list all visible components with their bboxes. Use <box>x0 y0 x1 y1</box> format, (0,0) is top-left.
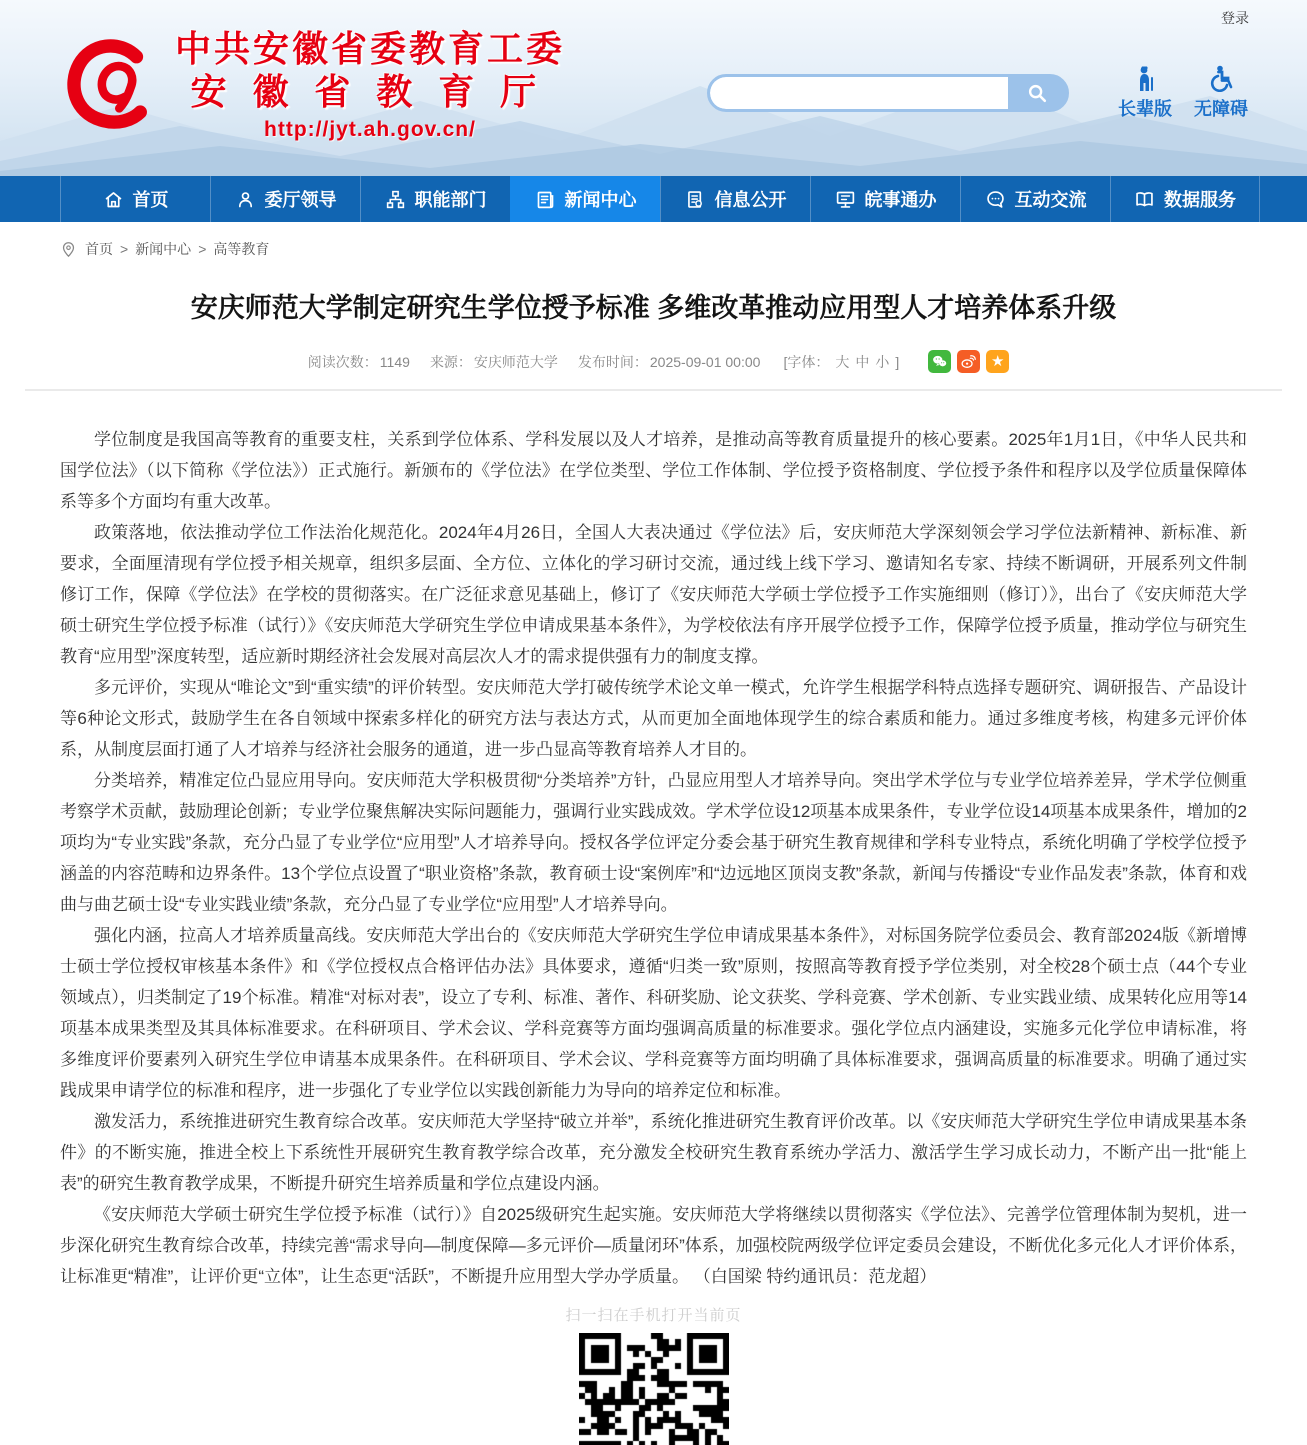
font-size-large[interactable]: 大 <box>835 353 850 370</box>
accessibility-label: 无障碍 <box>1194 99 1248 119</box>
access-group <box>1107 64 1259 121</box>
article-paragraph: 强化内涵，拉高人才培养质量高线。安庆师范大学出台的《安庆师范大学研究生学位申请成果基本条件》，对标国务院学位委员会、教育部2024版《新增博士硕士学位授权审核基本条件》和《学位授权点合格评估办法》具体要求，遵循“归类一致”原则，按照高等教育授予学位类别，对全校28个硕士点（44个专业领域点），归类制定了19个标准。精准“对标对表”，设立了专利、标准、著作、科研奖励、论文获奖、学科竞赛、学术创新、专业实践业绩、成果转化应用等14项基本成果类型及其具体标准要求。在科研项目、学术会议、学科竞赛等方面均强调高质量的标准要求。强化学位点内涵建设，实施多元化学位申请标准，将多维度评价要素列入研究生学位申请基本成果条件。在科研项目、学术会议、学科竞赛等方面均明确了具体标准要求，强调高质量的标准要求。明确了通过实践成果申请学位的标准和程序，进一步强化了专业学位以实践创新能力为导向的培养定位和标准。 <box>60 926 1247 1100</box>
main-nav <box>0 176 1307 222</box>
elder-person-icon <box>1131 64 1159 92</box>
nav-item-services[interactable] <box>810 176 960 222</box>
newspaper-icon <box>535 189 556 210</box>
nav-label: 信息公开 <box>714 190 787 210</box>
org-name-line2: 安徽省教育厅 <box>190 71 563 112</box>
article-paragraph: 激发活力，系统推进研究生教育综合改革。安庆师范大学坚持“破立并举”，系统化推进研究生教育评价改革。以《安庆师范大学研究生学位申请成果基本条件》的不断实施，推进全校上下系统性开展研究生教育教学综合改革，充分激发全校研究生教育系统办学活力、激活学生学习成长动力，不断产出一批“能上表”的研究生教育教学成果，不断提升研究生培养质量和学位点建设内涵。 <box>60 1112 1247 1193</box>
nav-left-pad <box>0 176 60 222</box>
font-size-prefix: [字体： <box>783 353 830 370</box>
person-badge-icon <box>235 189 256 210</box>
login-link[interactable]: 登录 <box>1221 10 1249 26</box>
brand-text <box>175 28 565 142</box>
article-paragraph: 《安庆师范大学硕士研究生学位授予标准（试行）》自2025级研究生起实施。安庆师范大学将继续以贯彻落实《学位法》、完善学位管理体制为契机，进一步深化研究生教育综合改革，持续完善“需求导向—制度保障—多元评价—质量闭环”体系，加强校院两级学位评定委员会建设，不断优化多元化人才评价体系，让标准更“精准”，让评价更“立体”，让生态更“活跃”，不断提升应用型大学办学质量。 （白国梁 特约通讯员：范龙超） <box>60 1205 1247 1286</box>
favorite-star-icon[interactable]: ★ <box>986 350 1009 373</box>
site-brand <box>62 28 565 142</box>
font-size-small[interactable]: 小 <box>875 353 890 370</box>
qr-section <box>0 1304 1307 1445</box>
article-meta <box>0 350 1307 373</box>
nav-item-interaction[interactable] <box>960 176 1110 222</box>
breadcrumb-separator: > <box>198 241 207 257</box>
nav-item-info-disclosure[interactable] <box>660 176 810 222</box>
article-paragraph: 多元评价，实现从“唯论文”到“重实绩”的评价转型。安庆师范大学打破传统学术论文单一模式，允许学生根据学科特点选择专题研究、调研报告、产品设计等6种论文形式，鼓励学生在各自领域中探索多样化的研究方法与表达方式，从而更加全面地体现学生的综合素质和能力。通过多维度考核，构建多元评价体系，从制度层面打通了人才培养与经济社会服务的通道，进一步凸显高等教育培养人才目的。 <box>60 678 1247 759</box>
site-header <box>0 0 1307 176</box>
header-right <box>707 64 1259 121</box>
document-search-icon <box>685 189 706 210</box>
nav-label: 皖事通办 <box>864 190 937 210</box>
nav-item-departments[interactable] <box>360 176 510 222</box>
article-source: 来源： 安庆师范大学 <box>429 353 558 370</box>
breadcrumb-separator: > <box>120 241 129 257</box>
qr-caption: 扫一扫在手机打开当前页 <box>565 1307 742 1324</box>
title-divider <box>25 389 1282 391</box>
site-url: http://jyt.ah.gov.cn/ <box>264 118 476 141</box>
location-pin-icon <box>60 241 77 258</box>
site-logo-icon <box>62 28 167 138</box>
article-title: 安庆师范大学制定研究生学位授予标准 多维改革推动应用型人才培养体系升级 <box>190 293 1117 323</box>
article-paragraph: 分类培养，精准定位凸显应用导向。安庆师范大学积极贯彻“分类培养”方针，凸显应用型人才培养导向。突出学术学位与专业学位培养差异，学术学位侧重考察学术贡献，鼓励理论创新；专业学位聚焦解决实际问题能力，强调行业实践成效。学术学位设12项基本成果条件，专业学位设14项基本成果条件，增加的2项均为“专业实践”条款，充分凸显了专业学位“应用型”人才培养导向。授权各学位评定分委会基于研究生教育规律和学科专业特点，系统化明确了学校学位授予涵盖的内容范畴和边界条件。13个学位点设置了“职业资格”条款，教育硕士设“案例库”和“边远地区顶岗支教”条款，新闻与传播设“专业作品发表”条款，体育和戏曲与曲艺硕士设“专业实践业绩”条款，充分凸显了专业学位“应用型”人才培养导向。 <box>60 771 1247 914</box>
search-button[interactable] <box>1008 77 1066 109</box>
open-book-icon <box>1134 189 1155 210</box>
search-icon <box>1026 82 1048 104</box>
nav-label: 新闻中心 <box>564 190 637 210</box>
nav-label: 互动交流 <box>1014 190 1087 210</box>
chat-bubble-icon <box>985 189 1006 210</box>
wheelchair-icon <box>1207 64 1235 92</box>
monitor-icon <box>835 189 856 210</box>
font-size-medium[interactable]: 中 <box>855 353 870 370</box>
breadcrumb-home[interactable]: 首页 <box>85 241 113 257</box>
views-count: 阅读次数： 1149 <box>307 353 410 370</box>
breadcrumb-news-center[interactable]: 新闻中心 <box>135 241 192 257</box>
nav-label: 数据服务 <box>1164 190 1236 210</box>
elder-mode-label: 长辈版 <box>1118 99 1172 119</box>
article-paragraph: 学位制度是我国高等教育的重要支柱，关系到学位体系、学科发展以及人才培养，是推动高等教育质量提升的核心要素。2025年1月1日，《中华人民共和国学位法》（以下简称《学位法》）正式施行。新颁布的《学位法》在学位类型、学位工作体制、学位授予资格制度、学位授予条件和程序以及学位质量保障体系等多个方面均有重大改革。 <box>60 430 1247 511</box>
search-input[interactable] <box>710 77 1008 109</box>
font-size-switcher <box>780 352 902 372</box>
breadcrumb <box>0 222 1307 276</box>
nav-label: 首页 <box>132 190 169 210</box>
nav-item-data-services[interactable] <box>1110 176 1260 222</box>
article-body <box>60 424 1247 1292</box>
nav-item-home[interactable] <box>60 176 210 222</box>
home-icon <box>103 189 124 210</box>
accessibility-button[interactable] <box>1183 64 1259 121</box>
wechat-share-icon[interactable] <box>928 350 951 373</box>
nav-item-news[interactable] <box>510 176 660 222</box>
org-name-line1: 中共安徽省委教育工委 <box>175 28 566 69</box>
breadcrumb-higher-education[interactable]: 高等教育 <box>213 241 270 257</box>
font-size-suffix: ] <box>895 353 900 370</box>
nav-item-leaders[interactable] <box>210 176 360 222</box>
elder-mode-button[interactable] <box>1107 64 1183 121</box>
org-chart-icon <box>385 189 406 210</box>
nav-label: 职能部门 <box>414 190 487 210</box>
qr-code <box>579 1333 729 1445</box>
article-paragraph: 政策落地，依法推动学位工作法治化规范化。2024年4月26日，全国人大表决通过《学位法》后，安庆师范大学深刻领会学习学位法新精神、新标准、新要求，全面厘清现有学位授予相关规章，组织多层面、全方位、立体化的学习研讨交流，通过线上线下学习、邀请知名专家、持续不断调研，开展系列文件制修订工作，保障《学位法》在学校的贯彻落实。在广泛征求意见基础上，修订了《安庆师范大学硕士学位授予工作实施细则（修订）》，出台了《安庆师范大学硕士研究生学位授予标准（试行）》《安庆师范大学研究生学位申请成果基本条件》，为学校依法有序开展学位授予工作，保障学位授予质量，推动学位与研究生教育“应用型”深度转型，适应新时期经济社会发展对高层次人才的需求提供强有力的制度支撑。 <box>60 523 1247 666</box>
search-box <box>707 74 1069 112</box>
weibo-share-icon[interactable] <box>957 350 980 373</box>
share-icons <box>922 350 1009 373</box>
nav-label: 委厅领导 <box>264 190 337 210</box>
publish-time: 发布时间： 2025-09-01 00:00 <box>577 353 761 370</box>
